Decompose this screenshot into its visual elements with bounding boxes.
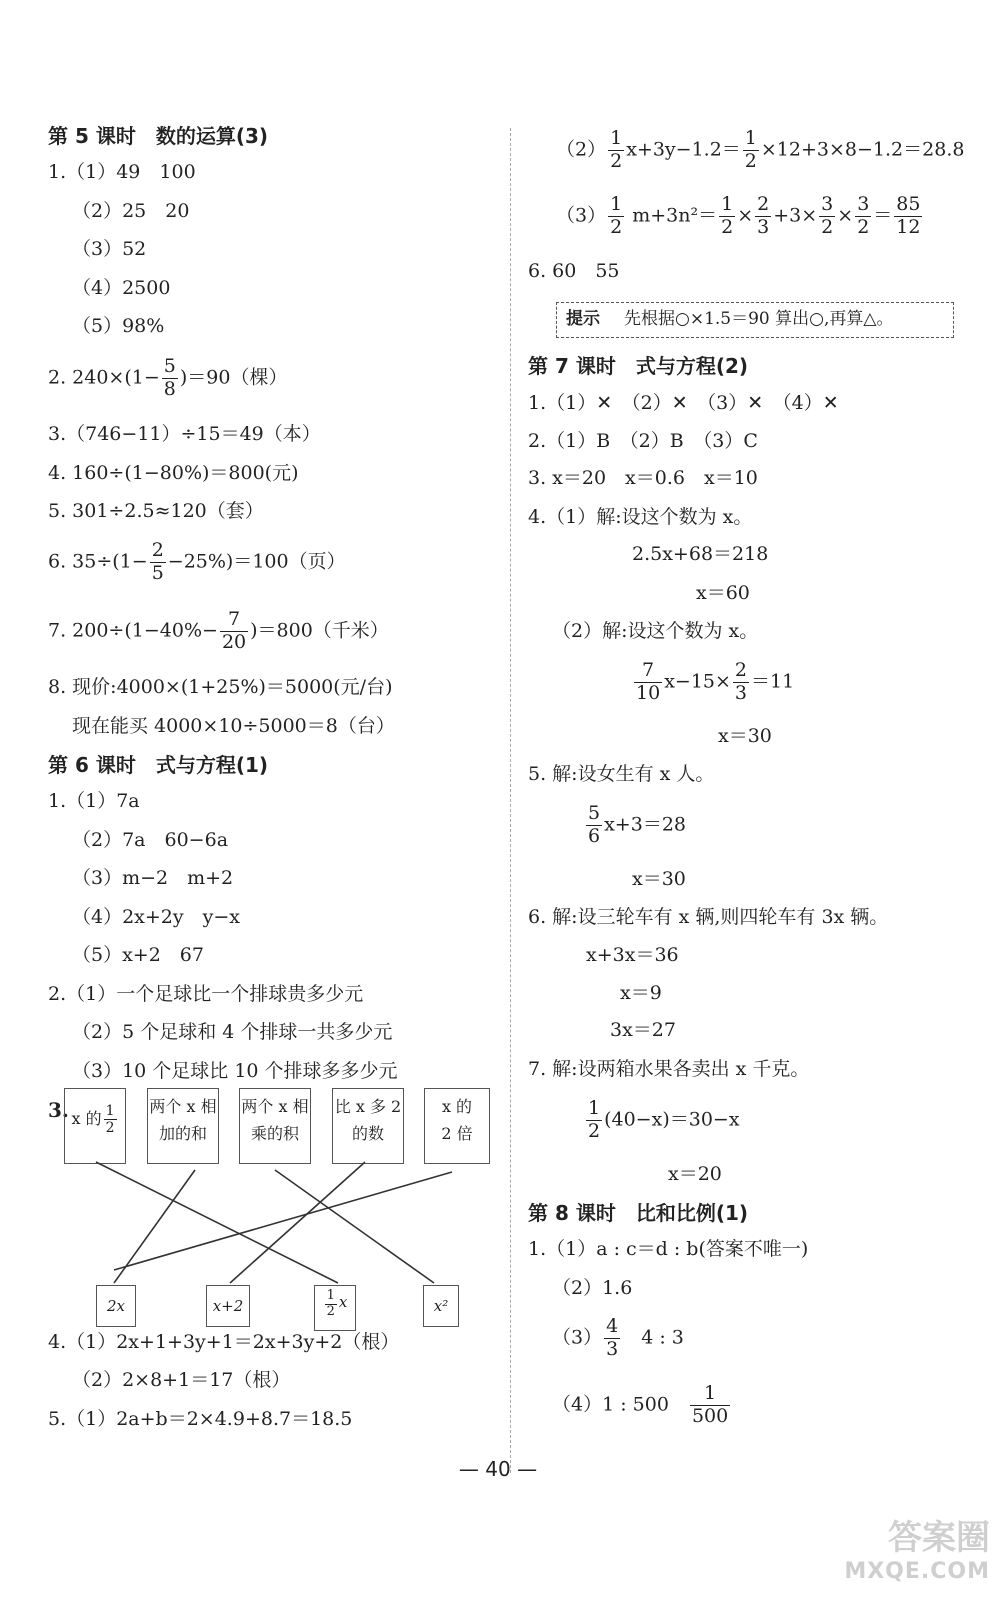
l6-q2-2: （2）5 个足球和 4 个排球一共多少元 [72, 1021, 393, 1043]
l7-q6-eq3: 3x＝27 [610, 1019, 676, 1041]
l7-q3: 3. x＝20 x＝0.6 x＝10 [528, 467, 758, 489]
l6-q4-2: （2）2×8+1＝17（根） [72, 1369, 291, 1391]
l7-q5-eq: $\frac{5}{6}$ x+3＝28 [588, 802, 686, 847]
l5-q3: 3.（746−11）÷15＝49（本） [48, 423, 321, 445]
lesson6-title: 第 6 课时 式与方程(1) [48, 753, 269, 777]
r-q5-2: （2） $\frac{1}{2}$ x+3y−1.2＝ $\frac{1}{2}$ ×12+3×8−1.2＝28.8 [556, 127, 965, 172]
r-q6: 6. 60 55 [528, 260, 620, 282]
l8-q1-3: （3） $\frac{4}{3}$ 4 : 3 [552, 1315, 684, 1360]
l8-q1-4: （4）1 : 500 $\frac{1}{500}$ [552, 1382, 729, 1427]
l6-q1-1: 1.（1）7a [48, 790, 140, 812]
l5-q1-4: （4）2500 [72, 277, 171, 299]
l7-q1: 1.（1）✕ （2）✕ （3）✕ （4）✕ [528, 392, 839, 414]
l5-q8-a: 8. 现价:4000×(1+25%)＝5000(元/台) [48, 676, 393, 698]
l6-q1-2: （2）7a 60−6a [72, 829, 229, 851]
l7-q7-eq: $\frac{1}{2}$ (40−x)＝30−x [588, 1097, 740, 1142]
l5-q2: 2. 240×(1− $\frac{5}{8}$ )＝90（棵） [48, 355, 288, 400]
l5-q1-5: （5）98% [72, 315, 165, 337]
l7-q4-2-eq: $\frac{7}{10}$ x−15× $\frac{2}{3}$ ＝11 [636, 659, 795, 704]
match-top-box-4: 比 x 多 2 的数 [332, 1088, 404, 1164]
l6-q4-1: 4.（1）2x+1+3y+1＝2x+3y+2（根） [48, 1331, 400, 1353]
l7-q4-2: （2）解:设这个数为 x。 [552, 620, 759, 642]
l7-q5-ans: x＝30 [632, 868, 686, 890]
l5-q1-1: 1.（1）49 100 [48, 161, 196, 183]
l6-q1-5: （5）x+2 67 [72, 944, 204, 966]
match-top-box-1: x 的 $\frac{1}{2}$ [64, 1088, 126, 1164]
l6-q1-3: （3）m−2 m+2 [72, 867, 234, 889]
l7-q4-1-eq: 2.5x+68＝218 [632, 543, 769, 565]
l6-q2-3: （3）10 个足球比 10 个排球多多少元 [72, 1060, 398, 1082]
page-number: — 40 — [458, 1457, 538, 1481]
match-bottom-box-2: x+2 [206, 1285, 250, 1327]
l7-q7-ans: x＝20 [668, 1163, 722, 1185]
l5-q8-b: 现在能买 4000×10÷5000＝8（台） [72, 715, 395, 737]
lesson8-title: 第 8 课时 比和比例(1) [528, 1201, 749, 1225]
tip-text: 先根据○×1.5＝90 算出○,再算△。 [624, 309, 894, 329]
l8-q1-1: 1.（1）a : c＝d : b(答案不唯一) [528, 1238, 809, 1260]
l7-q6-eq2: x＝9 [620, 982, 662, 1004]
l5-q1-2: （2）25 20 [72, 200, 190, 222]
l7-q5: 5. 解:设女生有 x 人。 [528, 763, 715, 785]
l5-q4: 4. 160÷(1−80%)＝800(元) [48, 462, 299, 484]
l6-q1-4: （4）2x+2y y−x [72, 906, 241, 928]
match-top-box-2: 两个 x 相 加的和 [147, 1088, 219, 1164]
match-line-3 [275, 1170, 434, 1283]
l7-q4-1-ans: x＝60 [696, 582, 750, 604]
r-q5-3: （3） $\frac{1}{2}$ m+3n²＝ $\frac{1}{2}$ × $\frac{2}{3}$ +3× $\frac{3}{2}$ × $\frac{3}{2}$ ＝ $\frac{85}{12}$ [556, 193, 921, 238]
match-top-box-5: x 的 2 倍 [424, 1088, 490, 1164]
l6-q3-number: 3. [48, 1098, 69, 1122]
l8-q1-2: （2）1.6 [552, 1277, 633, 1299]
l5-q6: 6. 35÷(1− $\frac{2}{5}$ −25%)＝100（页） [48, 539, 346, 584]
match-bottom-box-3: $\frac{1}{2}$ x [314, 1285, 356, 1331]
l7-q2: 2.（1）B （2）B （3）C [528, 430, 758, 452]
l6-q5-1: 5.（1）2a+b＝2×4.9+8.7＝18.5 [48, 1408, 353, 1430]
watermark-logo: 答案圈 MXQE.COM [844, 1518, 990, 1584]
tip-label: 提示 [566, 309, 600, 329]
l7-q6-eq1: x+3x＝36 [586, 944, 679, 966]
l7-q7: 7. 解:设两箱水果各卖出 x 千克。 [528, 1058, 810, 1080]
lesson5-title: 第 5 课时 数的运算(3) [48, 124, 269, 148]
l5-q7: 7. 200÷(1−40%− $\frac{7}{20}$ )＝800（千米） [48, 608, 389, 653]
match-bottom-box-4: x² [423, 1285, 459, 1327]
l5-q5: 5. 301÷2.5≈120（套） [48, 500, 264, 522]
l7-q4-1: 4.（1）解:设这个数为 x。 [528, 506, 753, 528]
lesson7-title: 第 7 课时 式与方程(2) [528, 354, 749, 378]
l7-q4-2-ans: x＝30 [718, 725, 772, 747]
match-top-box-3: 两个 x 相 乘的积 [239, 1088, 311, 1164]
match-bottom-box-1: 2x [96, 1285, 136, 1327]
l7-q6: 6. 解:设三轮车有 x 辆,则四轮车有 3x 辆。 [528, 906, 889, 928]
l6-q2-1: 2.（1）一个足球比一个排球贵多少元 [48, 983, 364, 1005]
match-line-4 [230, 1162, 365, 1283]
l5-q1-3: （3）52 [72, 238, 147, 260]
